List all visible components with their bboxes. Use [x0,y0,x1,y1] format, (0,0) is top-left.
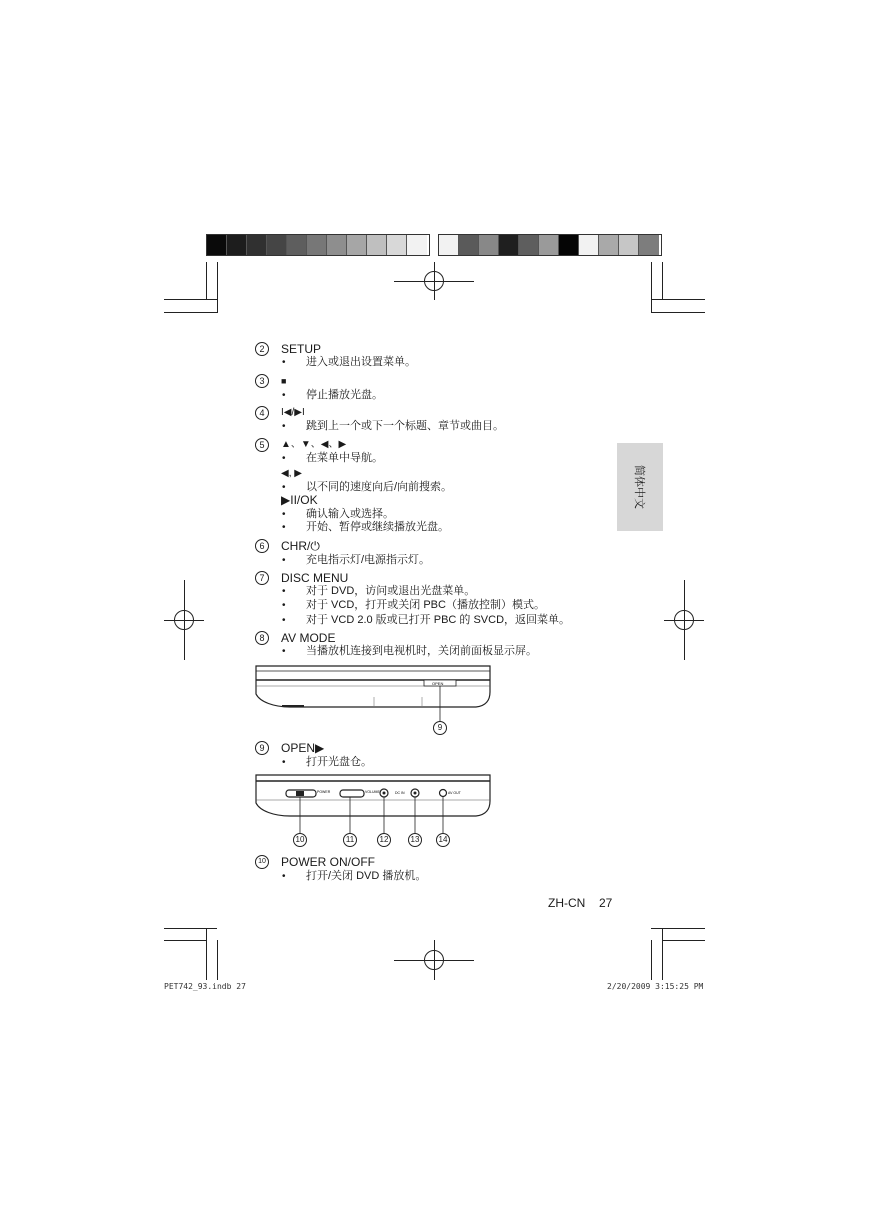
item-text: 进入或退出设置菜单。 [306,356,416,368]
callout-9: 9 [433,721,447,735]
item-text: 在菜单中导航。 [306,452,383,464]
footer-timestamp: 2/20/2009 3:15:25 PM [607,982,704,991]
bullet: • [282,757,286,768]
item-number: 2 [255,342,269,356]
device-side-figure [254,773,494,843]
item-text: 停止播放光盘。 [306,389,383,401]
avout-tag: AV OUT [448,791,461,795]
bullet: • [282,421,286,432]
sub-label: ▶II/OK [281,493,318,507]
item-label: POWER ON/OFF [281,855,375,869]
item-number: 9 [255,741,269,755]
color-swatch [407,235,427,255]
registration-circle [424,950,444,970]
bullet: • [282,453,286,464]
page-number: 27 [599,896,613,910]
crop-mark [217,262,218,313]
crop-mark [651,262,652,313]
item-number: 4 [255,406,269,420]
item-text: 充电指示灯/电源指示灯。 [306,554,431,566]
item-number: 5 [255,438,269,452]
color-swatch [639,235,659,255]
device-front-figure [254,664,494,714]
color-swatch [207,235,227,255]
item-label: SETUP [281,342,322,356]
crop-mark [662,262,663,300]
language-tab [617,443,663,531]
item-label: DISC MENU [281,571,349,585]
color-swatch [499,235,519,255]
color-swatch [439,235,459,255]
color-swatch [579,235,599,255]
crop-mark [651,299,705,300]
crop-mark [217,940,218,980]
bullet: • [282,600,286,611]
item-text: 当播放机连接到电视机时，关闭前面板显示屏。 [306,645,537,657]
crop-mark [651,928,705,929]
bullet: • [282,555,286,566]
crop-mark [164,940,207,941]
crop-mark [164,299,217,300]
bullet: • [282,646,286,657]
crop-mark [651,312,705,313]
item-label: OPEN▶ [281,741,325,755]
color-swatch [387,235,407,255]
callout-13: 13 [408,833,422,847]
callout-14: 14 [436,833,450,847]
bullet: • [282,586,286,597]
color-swatch [347,235,367,255]
item-text: 对于 VCD，打开或关闭 PBC（播放控制）模式。 [306,599,545,611]
item-number: 10 [255,855,269,869]
crop-mark [164,312,217,313]
registration-circle [174,610,194,630]
crop-mark [651,940,652,980]
color-swatch [619,235,639,255]
color-swatch [519,235,539,255]
color-swatch [599,235,619,255]
item-label: AV MODE [281,631,336,645]
item-label: ■ [281,376,287,386]
volume-tag: VOLUME [365,790,380,794]
crop-mark [206,262,207,300]
language-tab-label: 简体中文 [633,465,645,509]
bullet: • [282,871,286,882]
item-text: 跳到上一个或下一个标题、章节或曲目。 [306,420,504,432]
color-bar-right [438,234,662,256]
color-swatch [539,235,559,255]
crop-mark [206,928,207,980]
power-tag: POWER [317,790,331,794]
item-label: ▲、▼、◀、▶ [281,439,347,450]
bullet: • [282,522,286,533]
color-swatch [247,235,267,255]
crop-mark [662,940,705,941]
color-swatch [327,235,347,255]
crop-mark [164,928,217,929]
item-text: 确认输入或选择。 [306,508,394,520]
bullet: • [282,482,286,493]
registration-circle [424,271,444,291]
item-number: 8 [255,631,269,645]
color-swatch [479,235,499,255]
open-tag: OPEN [432,681,444,686]
color-swatch [559,235,579,255]
color-swatch [267,235,287,255]
color-swatch [459,235,479,255]
sub-label: ◀, ▶ [281,468,302,479]
bullet: • [282,509,286,520]
callout-10: 10 [293,833,307,847]
item-label: I◀/▶I [281,407,305,418]
item-text: 对于 DVD，访问或退出光盘菜单。 [306,585,476,597]
color-swatch [307,235,327,255]
item-number: 6 [255,539,269,553]
footer-file: PET742_93.indb 27 [164,982,246,991]
registration-circle [674,610,694,630]
callout-12: 12 [377,833,391,847]
crop-mark [662,928,663,980]
page-language: ZH-CN [548,896,586,910]
item-text: 开始、暂停或继续播放光盘。 [306,521,449,533]
color-swatch [287,235,307,255]
item-number: 3 [255,374,269,388]
item-text: 以不同的速度向后/向前搜索。 [306,481,453,493]
item-label: CHR/⏻ [281,539,320,553]
item-text: 打开/关闭 DVD 播放机。 [306,870,427,882]
item-text: 打开光盘仓。 [306,756,372,768]
bullet: • [282,615,286,626]
item-number: 7 [255,571,269,585]
dcin-tag: DC IN [395,791,405,795]
item-text: 对于 VCD 2.0 版或已打开 PBC 的 SVCD，返回菜单。 [306,614,571,626]
callout-11: 11 [343,833,357,847]
bullet: • [282,357,286,368]
color-swatch [367,235,387,255]
bullet: • [282,390,286,401]
color-bar-left [206,234,430,256]
color-swatch [227,235,247,255]
